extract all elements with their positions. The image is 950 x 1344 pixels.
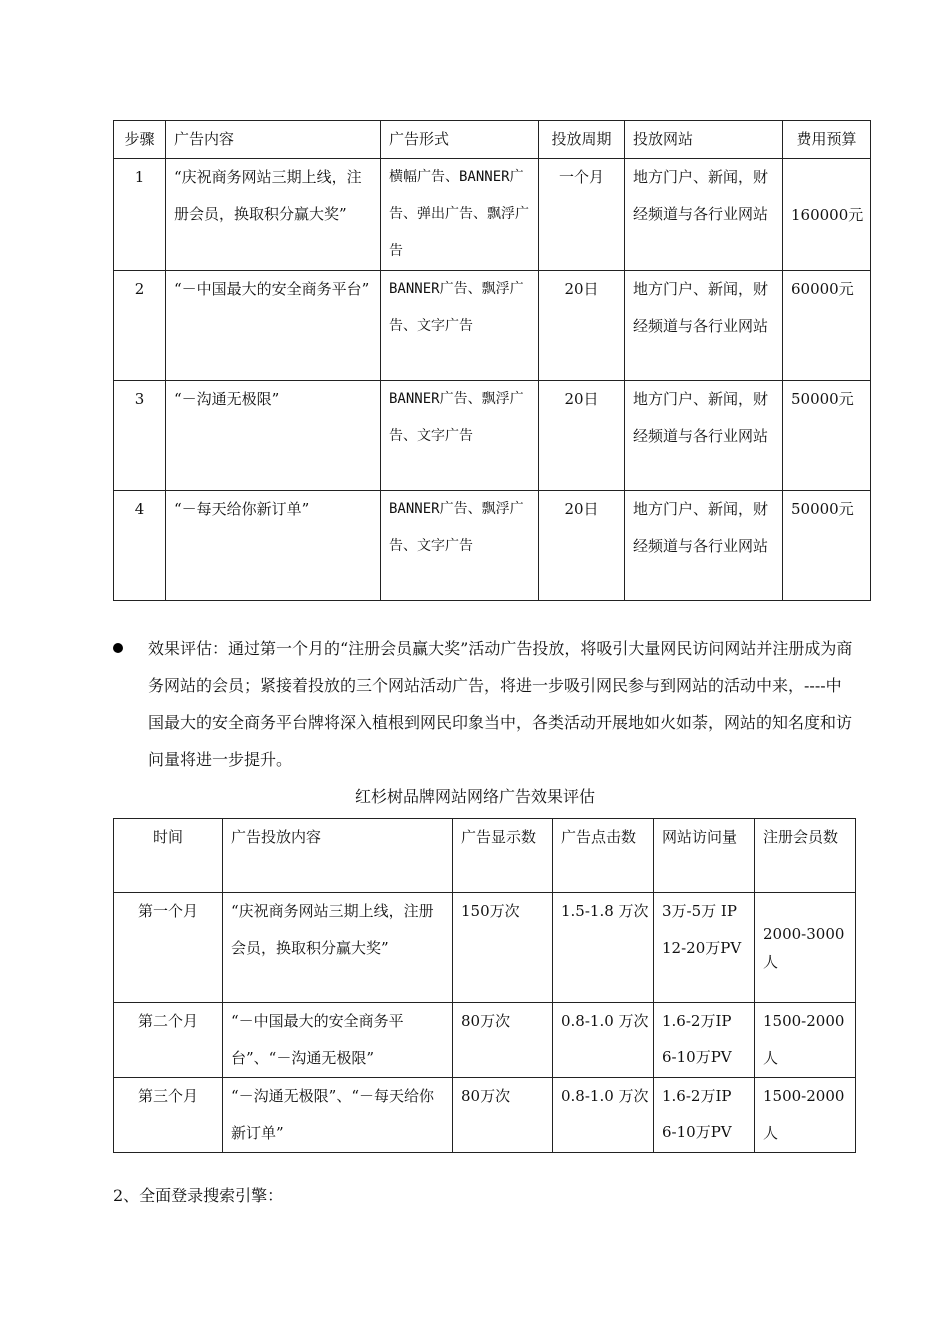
members-cell: 1500-2000人: [755, 1003, 856, 1078]
clicks-cell: 1.5-1.8 万次: [553, 893, 654, 1003]
budget-cell: 160000元: [783, 159, 871, 271]
step-cell: 4: [114, 491, 166, 601]
budget-cell: 50000元: [783, 491, 871, 601]
header-cell: 步骤: [114, 121, 166, 159]
members-cell: 1500-2000人: [755, 1078, 856, 1153]
period-cell: 20日: [539, 271, 625, 381]
evaluation-text: 效果评估：通过第一个月的“注册会员赢大奖”活动广告投放，将吸引大量网民访问网站并注册成为商务网站的会员；紧接着投放的三个网站活动广告，将进一步吸引网民参与到网站的活动中来，----中国最大的安全商务平台牌将深入植根到网民印象当中，各类活动开展地如火如荼，网站的知名度和访问量将进一步提升。: [148, 639, 853, 769]
table-row: [114, 893, 856, 1003]
form-cell: BANNER广告、飘浮广告、文字广告: [381, 491, 539, 601]
visits-cell: [654, 893, 755, 1003]
table-row: [114, 1003, 856, 1078]
header-cell: 广告投放内容: [223, 819, 453, 893]
step-cell: 1: [114, 159, 166, 271]
ad-effect-table: [113, 818, 856, 1153]
visits-cell: [654, 1003, 755, 1078]
visits-ip: 3万-5万 IP: [662, 902, 737, 920]
content-cell: “－沟通无极限”、“－每天给你新订单”: [223, 1078, 453, 1153]
form-cell: 横幅广告、BANNER广告、弹出广告、飘浮广告: [381, 159, 539, 271]
content-cell: “－中国最大的安全商务平台”: [166, 271, 381, 381]
impressions-cell: 80万次: [453, 1003, 553, 1078]
clicks-cell: 0.8-1.0 万次: [553, 1078, 654, 1153]
content-cell: “－沟通无极限”: [166, 381, 381, 491]
period-cell: 20日: [539, 381, 625, 491]
visits-ip: 1.6-2万IP: [662, 1012, 732, 1030]
table-caption: 红杉树品牌网站网络广告效果评估: [354, 787, 595, 806]
step-cell: 2: [114, 271, 166, 381]
table-row: [114, 491, 871, 601]
header-cell: 费用预算: [783, 121, 871, 159]
time-cell: 第一个月: [114, 893, 223, 1003]
period-cell: 20日: [539, 491, 625, 601]
time-cell: 第二个月: [114, 1003, 223, 1078]
site-cell: 地方门户、新闻，财经频道与各行业网站: [625, 271, 783, 381]
header-cell: 广告显示数: [453, 819, 553, 893]
impressions-cell: 80万次: [453, 1078, 553, 1153]
header-cell: 广告内容: [166, 121, 381, 159]
header-cell: 投放周期: [539, 121, 625, 159]
impressions-cell: 150万次: [453, 893, 553, 1003]
content-cell: “庆祝商务网站三期上线，注册会员，换取积分赢大奖”: [223, 893, 453, 1003]
site-cell: 地方门户、新闻，财经频道与各行业网站: [625, 381, 783, 491]
budget-cell: 60000元: [783, 271, 871, 381]
clicks-cell: 0.8-1.0 万次: [553, 1003, 654, 1078]
visits-pv: 12-20万PV: [662, 939, 742, 957]
step-cell: 3: [114, 381, 166, 491]
table-header-row: [114, 121, 871, 159]
header-cell: 广告形式: [381, 121, 539, 159]
budget-cell: 50000元: [783, 381, 871, 491]
header-cell: 网站访问量: [654, 819, 755, 893]
form-cell: BANNER广告、飘浮广告、文字广告: [381, 271, 539, 381]
content-cell: “－中国最大的安全商务平台”、“－沟通无极限”: [223, 1003, 453, 1078]
ad-plan-table: [113, 120, 871, 601]
site-cell: 地方门户、新闻，财经频道与各行业网站: [625, 159, 783, 271]
table-row: [114, 1078, 856, 1153]
form-cell: BANNER广告、飘浮广告、文字广告: [381, 381, 539, 491]
members-cell: 2000-3000人: [755, 893, 856, 1003]
header-cell: 时间: [114, 819, 223, 893]
header-cell: 广告点击数: [553, 819, 654, 893]
header-cell: 注册会员数: [755, 819, 856, 893]
content-cell: “－每天给你新订单”: [166, 491, 381, 601]
visits-pv: 6-10万PV: [662, 1048, 732, 1066]
site-cell: 地方门户、新闻，财经频道与各行业网站: [625, 491, 783, 601]
time-cell: 第三个月: [114, 1078, 223, 1153]
header-cell: 投放网站: [625, 121, 783, 159]
visits-cell: [654, 1078, 755, 1153]
table-row: [114, 271, 871, 381]
evaluation-bullet: [113, 630, 853, 778]
bullet-dot-icon: [113, 643, 123, 653]
visits-ip: 1.6-2万IP: [662, 1087, 732, 1105]
section-heading: 2、全面登录搜索引擎：: [113, 1186, 284, 1205]
content-cell: “庆祝商务网站三期上线，注册会员，换取积分赢大奖”: [166, 159, 381, 271]
table-header-row: [114, 819, 856, 893]
period-cell: 一个月: [539, 159, 625, 271]
table-row: [114, 381, 871, 491]
visits-pv: 6-10万PV: [662, 1123, 732, 1141]
table-row: [114, 159, 871, 271]
